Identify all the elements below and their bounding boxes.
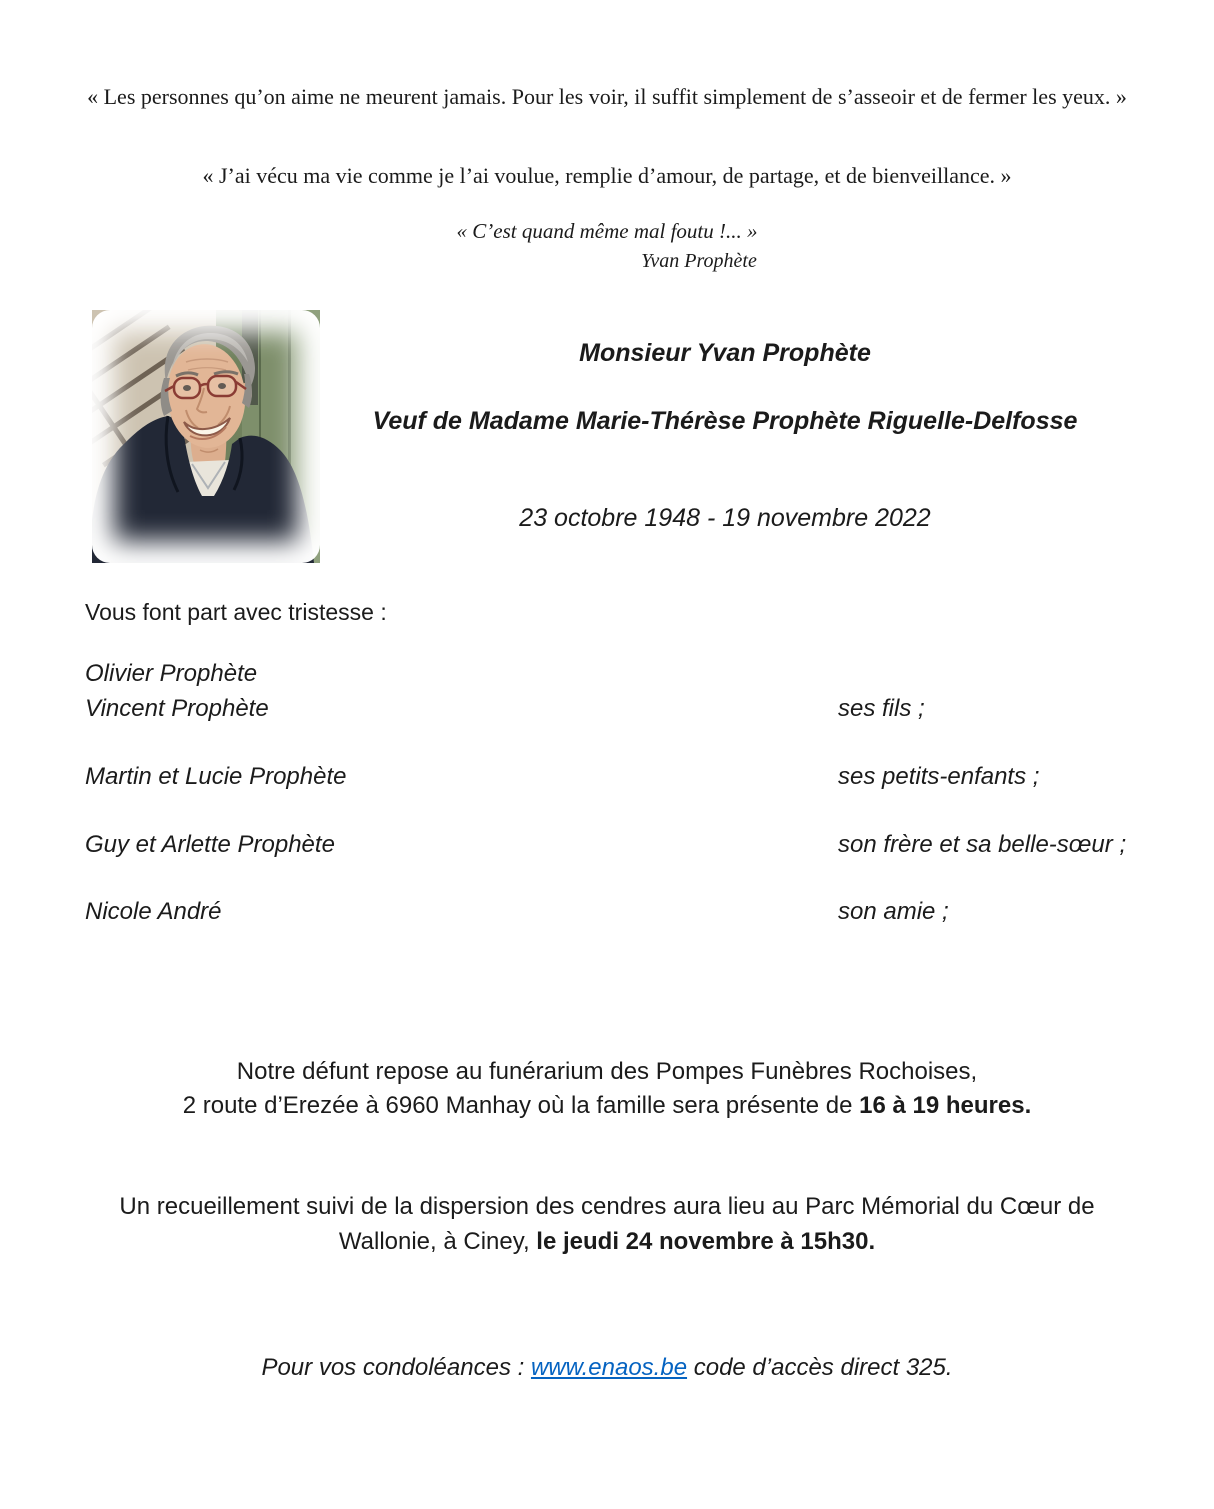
- quote-attribution: Yvan Prophète: [641, 250, 757, 272]
- repose-info: [0, 1055, 1214, 1123]
- family-relation: son frère et sa belle-sœur ;: [838, 831, 1127, 858]
- portrait-photo-graphic: [92, 310, 320, 563]
- family-name: Vincent Prophète: [85, 695, 269, 722]
- repose-line2-text: 2 route d’Erezée à 6960 Manhay où la famille sera présente de: [182, 1092, 860, 1119]
- ceremony-datetime: le jeudi 24 novembre à 15h30.: [536, 1228, 876, 1255]
- repose-hours: 16 à 19 heures.: [859, 1092, 1032, 1119]
- deceased-widower-line: Veuf de Madame Marie-Thérèse Prophète Riguelle-Delfosse: [372, 407, 1078, 435]
- family-relation: ses fils ;: [838, 695, 925, 722]
- family-name: Martin et Lucie Prophète: [85, 763, 347, 790]
- ceremony-info: [0, 1189, 1214, 1259]
- quote-memory: « Les personnes qu’on aime ne meurent jamais. Pour les voir, il suffit simplement de s’asseoir et de fermer les yeux. »: [87, 84, 1127, 109]
- repose-line2: [0, 1089, 1214, 1123]
- family-relation: ses petits-enfants ;: [838, 763, 1040, 790]
- quote-personal: « C’est quand même mal foutu !... »: [456, 219, 758, 243]
- portrait-photo: [92, 310, 320, 563]
- family-relation: son amie ;: [838, 898, 949, 925]
- quote-life: « J’ai vécu ma vie comme je l’ai voulue, remplie d’amour, de partage, et de bienveillance. »: [202, 163, 1012, 188]
- announcement-intro: Vous font part avec tristesse :: [85, 599, 387, 625]
- repose-line1: Notre défunt repose au funérarium des Pompes Funèbres Rochoises,: [236, 1058, 978, 1085]
- enaos-link[interactable]: www.enaos.be: [530, 1354, 688, 1381]
- condolences-line: [0, 1351, 1214, 1385]
- family-name: Olivier Prophète: [85, 660, 258, 687]
- family-name: Nicole André: [85, 898, 222, 925]
- deceased-name: Monsieur Yvan Prophète: [579, 339, 871, 367]
- condolences-suffix: code d’accès direct 325.: [687, 1354, 953, 1381]
- ceremony-line2: [0, 1224, 1214, 1259]
- deceased-dates: 23 octobre 1948 - 19 novembre 2022: [519, 504, 931, 532]
- condolences-prefix: Pour vos condoléances :: [261, 1354, 531, 1381]
- ceremony-line2-text: Wallonie, à Ciney,: [338, 1228, 537, 1255]
- ceremony-line1: Un recueillement suivi de la dispersion des cendres aura lieu au Parc Mémorial du Cœur de: [119, 1193, 1095, 1220]
- family-name: Guy et Arlette Prophète: [85, 831, 335, 858]
